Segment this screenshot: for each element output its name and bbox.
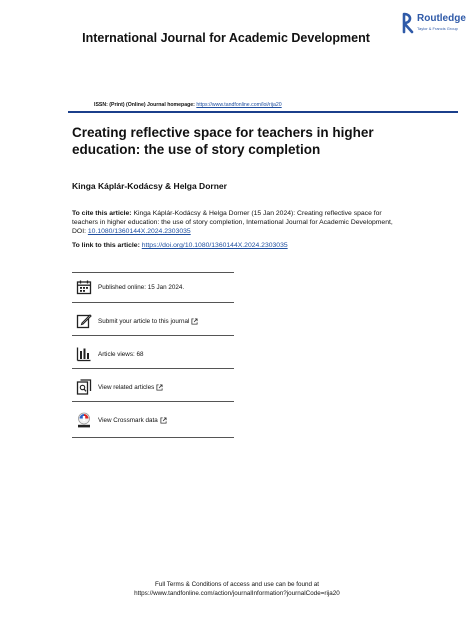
external-link-icon <box>160 417 167 424</box>
meta-divider <box>72 437 234 438</box>
external-link-icon <box>191 318 198 325</box>
bar-chart-icon <box>76 346 92 362</box>
submit-article-link[interactable] <box>76 312 198 330</box>
article-link-line <box>72 242 288 249</box>
publisher-subtitle: Taylor & Francis Group <box>417 26 458 31</box>
meta-divider <box>72 335 234 336</box>
article-authors: Kinga Káplár-Kodácsy & Helga Dorner <box>72 181 227 191</box>
related-articles-icon <box>76 379 92 395</box>
citation-block <box>72 209 402 236</box>
footer-terms-text: Full Terms & Conditions of access and use can be found at <box>154 581 320 588</box>
related-articles-label: View related articles <box>98 383 155 391</box>
footer <box>0 581 474 598</box>
journal-homepage-link[interactable]: https://www.tandfonline.com/loi/rija20 <box>196 102 282 108</box>
article-title: Creating reflective space for teachers in higher education: the use of story completion <box>72 125 374 157</box>
published-date: Published online: 15 Jan 2024. <box>98 283 185 291</box>
published-date-item <box>76 278 184 296</box>
journal-title: International Journal for Academic Development <box>82 31 370 45</box>
related-articles-link[interactable] <box>76 378 163 396</box>
meta-divider <box>72 401 234 402</box>
article-views-item <box>76 345 144 363</box>
header-divider <box>68 111 458 113</box>
link-label: To link to this article: <box>72 242 140 249</box>
issn-label: ISSN: (Print) (Online) Journal homepage: <box>94 102 195 108</box>
calendar-icon <box>76 279 92 295</box>
article-views: Article views: 68 <box>98 350 144 358</box>
meta-divider <box>72 368 234 369</box>
meta-divider <box>72 302 234 303</box>
external-link-icon <box>156 384 163 391</box>
crossmark-label: View Crossmark data <box>98 416 158 424</box>
publisher-name: Routledge <box>417 13 466 24</box>
footer-terms-link[interactable]: https://www.tandfonline.com/action/journalInformation?journalCode=rija20 <box>134 589 340 597</box>
article-doi-url[interactable]: https://doi.org/10.1080/1360144X.2024.2303035 <box>141 242 288 249</box>
crossmark-icon <box>76 412 92 428</box>
meta-divider <box>72 272 234 273</box>
citation-label: To cite this article: <box>72 210 132 217</box>
edit-icon <box>76 313 92 329</box>
citation-text: Kinga Káplár-Kodácsy & Helga Dorner (15 Jan 2024): Creating reflective space for teachers in higher education: the use of story completion, International Journal for Academic Development, DOI: <box>72 210 393 235</box>
issn-line <box>94 102 282 108</box>
crossmark-link[interactable] <box>76 411 167 429</box>
submit-article-label: Submit your article to this journal <box>98 317 190 325</box>
citation-doi-link[interactable]: 10.1080/1360144X.2024.2303035 <box>87 228 191 235</box>
